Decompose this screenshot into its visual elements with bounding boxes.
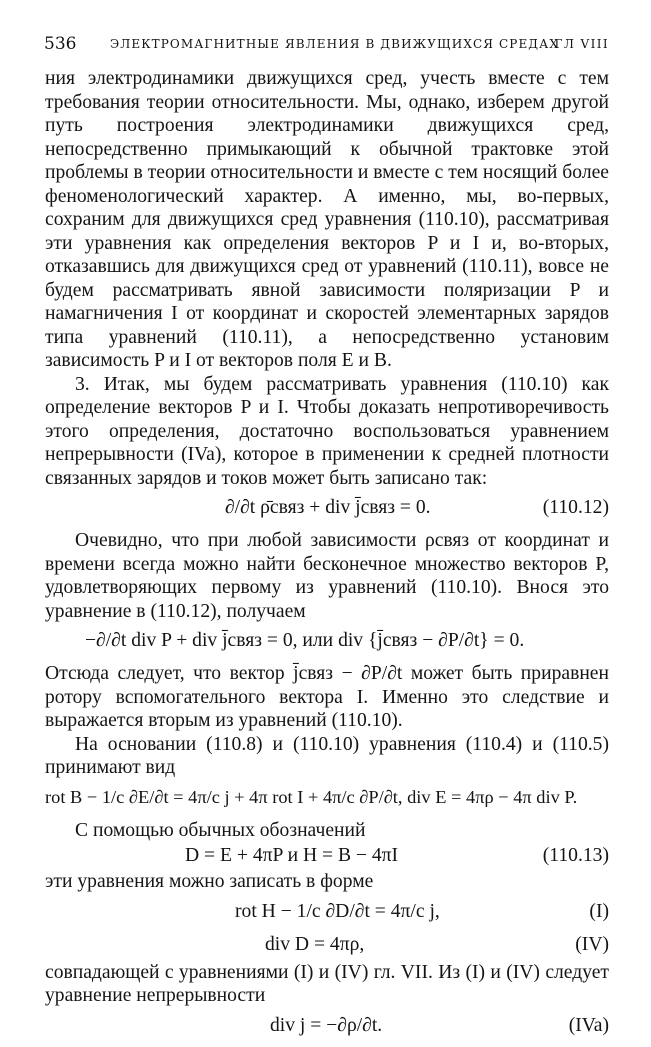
equation-div xyxy=(45,623,609,662)
paragraph-4: Отсюда следует, что вектор j̄связ − ∂P/∂t может быть приравнен ротору вспомогательного вектора I. Именно это следствие и выражается вторым из уравнений (110.10). xyxy=(45,663,609,731)
equation-iv-number: (IV) xyxy=(575,933,609,955)
equation-110-12-number: (110.12) xyxy=(542,497,609,518)
equation-div-formula: −∂/∂t div P + div j̄связ = 0, или div {j̄связ − ∂P/∂t} = 0. xyxy=(85,630,525,651)
equation-110-12-formula: ∂/∂t ρ̄связ + div j̄связ = 0. xyxy=(225,497,431,518)
equation-iva-formula: div j = −∂ρ/∂t. xyxy=(270,1014,383,1036)
equation-110-13-formula: D = E + 4πP и H = B − 4πI xyxy=(185,845,399,866)
paragraph-1: ния электродинамики движущихся сред, учесть вместе с тем требования теории относительности. Мы, однако, изберем другой путь построения электродинамики движущихся сред, непосредственно примыкающий к обычной трактовке этой проблемы в теории относительности и вместе с тем носящий более феноменологический характер. А именно, мы, во-первых, сохраним для движущихся сред уравнения (110.10), рассматривая эти уравнения как определения векторов P и I и, во-вторых, отказавшись для движущихся сред от уравнений (110.11), вовсе не будем рассматривать явной зависимости поляризации P и намагничения I от координат и скоростей элементарных зарядов типа уравнений (110.11), а непосредственно установим зависимость P и I от векторов поля E и B. xyxy=(45,68,609,371)
paragraph-7: эти уравнения можно записать в форме xyxy=(45,871,374,892)
equation-110-13 xyxy=(45,842,609,870)
paragraph-8: совпадающей с уравнениями (I) и (IV) гл. VII. Из (I) и (IV) следует уравнение непрерывности xyxy=(45,961,609,1006)
equation-iv-formula: div D = 4πρ, xyxy=(265,933,365,955)
paragraph-2: 3. Итак, мы будем рассматривать уравнения (110.10) как определение векторов P и I. Чтобы доказать непротиворечивость этого определения, достаточно воспользоваться уравнением непрерывности (IVa), которое в применении к средней плотности связанных зарядов и токов может быть записано так: xyxy=(45,373,609,489)
equation-110-12 xyxy=(45,490,609,529)
equation-iva xyxy=(45,1008,609,1047)
equation-rot-b-formula: rot B − 1/c ∂E/∂t = 4π/c j + 4π rot I + 4π/c ∂P/∂t, div E = 4πρ − 4π div P. xyxy=(45,786,578,807)
chapter-label: ГЛ VIII xyxy=(554,37,609,51)
equation-iv xyxy=(45,933,609,961)
equation-iva-number: (IVa) xyxy=(568,1014,609,1036)
paragraph-6: С помощью обычных обозначений xyxy=(75,819,366,841)
running-title: ЭЛЕКТРОМАГНИТНЫЕ ЯВЛЕНИЯ В ДВИЖУЩИХСЯ СРЕДАХ xyxy=(110,37,559,51)
equation-i-number: (I) xyxy=(589,900,609,922)
equation-110-13-number: (110.13) xyxy=(542,845,609,866)
page-number: 536 xyxy=(44,34,77,54)
page-body xyxy=(45,67,609,1047)
paragraph-5: На основании (110.8) и (110.10) уравнения (110.4) и (110.5) принимают вид xyxy=(45,733,609,778)
paragraph-3: Очевидно, что при любой зависимости ρсвяз от координат и времени всегда можно найти бесконечное множество векторов P, удовлетворяющих первому из уравнений (110.10). Внося это уравнение в (110.12), получаем xyxy=(45,530,609,622)
equation-i-formula: rot H − 1/c ∂D/∂t = 4π/c j, xyxy=(235,900,440,922)
equation-rot-b xyxy=(45,780,609,819)
equation-i xyxy=(45,894,609,933)
running-header xyxy=(44,30,609,54)
